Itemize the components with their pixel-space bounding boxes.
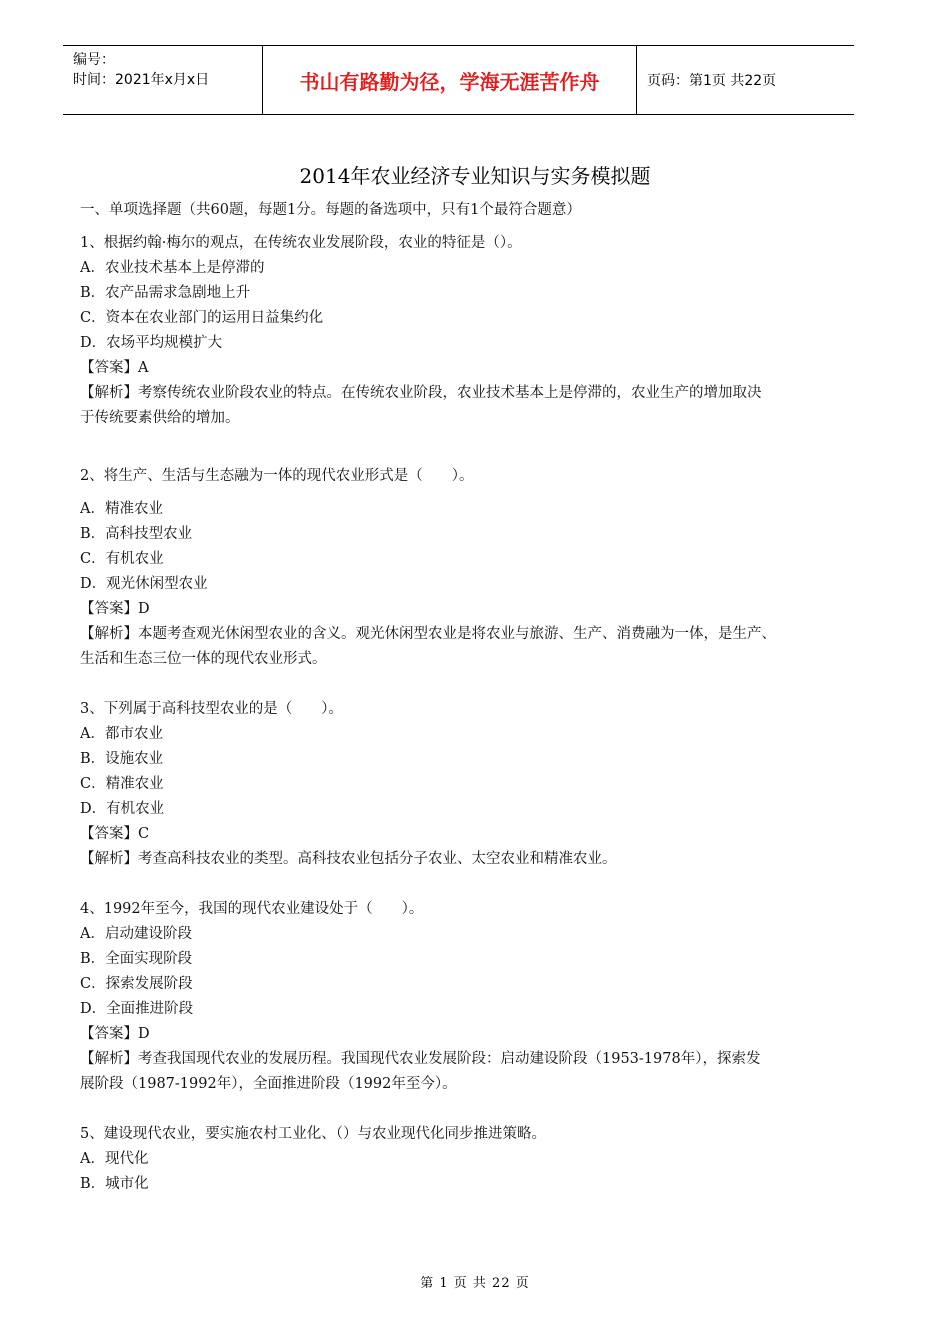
question-option: B．全面实现阶段 <box>80 951 193 967</box>
header-meta <box>63 46 263 114</box>
question-option: B．高科技型农业 <box>80 526 193 542</box>
question-option: D．农场平均规模扩大 <box>80 335 223 351</box>
question-option: A．农业技术基本上是停滞的 <box>80 260 265 276</box>
header-page-info: 页码：第1页 共22页 <box>647 73 777 89</box>
page-footer: 第 1 页 共 22 页 <box>420 1276 530 1291</box>
question-stem: 5、建设现代农业，要实施农村工业化、（）与农业现代化同步推进策略。 <box>80 1126 546 1142</box>
question-option: B．设施农业 <box>80 751 164 767</box>
question-option: B．农产品需求急剧地上升 <box>80 285 251 301</box>
question-block <box>80 897 850 1097</box>
question-stem: 4、1992年至今，我国的现代农业建设处于（ ）。 <box>80 901 424 917</box>
question-option: A．都市农业 <box>80 726 163 742</box>
question-analysis: 展阶段（1987-1992年），全面推进阶段（1992年至今）。 <box>80 1076 457 1092</box>
question-option: C．精准农业 <box>80 776 164 792</box>
question-analysis: 生活和生态三位一体的现代农业形式。 <box>80 651 327 667</box>
question-option: B．城市化 <box>80 1176 149 1192</box>
question-stem: 1、根据约翰·梅尔的观点，在传统农业发展阶段，农业的特征是（）。 <box>80 235 522 251</box>
question-answer: 【答案】C <box>80 826 150 842</box>
question-block <box>80 697 850 872</box>
document-time-label: 时间：2021年x月x日 <box>73 72 210 88</box>
question-block <box>80 1122 850 1197</box>
question-option: A．现代化 <box>80 1151 149 1167</box>
question-option: C．探索发展阶段 <box>80 976 193 992</box>
question-stem: 3、下列属于高科技型农业的是（ ）。 <box>80 701 343 717</box>
question-answer: 【答案】D <box>80 601 150 617</box>
question-block <box>80 464 850 672</box>
question-analysis: 【解析】本题考查观光休闲型农业的含义。观光休闲型农业是将农业与旅游、生产、消费融为一体，是生产、 <box>80 626 776 642</box>
question-block <box>80 231 850 431</box>
question-option: D．有机农业 <box>80 801 165 817</box>
header-motto: 书山有路勤为径，学海无涯苦作舟 <box>263 46 637 114</box>
question-stem: 2、将生产、生活与生态融为一体的现代农业形式是（ ）。 <box>80 468 474 484</box>
question-analysis: 【解析】考察传统农业阶段农业的特点。在传统农业阶段，农业技术基本上是停滞的，农业生产的增加取决 <box>80 385 762 401</box>
section-heading: 一、单项选择题（共60题，每题1分。每题的备选项中，只有1个最符合题意） <box>80 202 581 218</box>
question-analysis: 【解析】考查高科技农业的类型。高科技农业包括分子农业、太空农业和精准农业。 <box>80 851 617 867</box>
question-answer: 【答案】A <box>80 360 149 376</box>
question-option: A．启动建设阶段 <box>80 926 192 942</box>
question-option: C．有机农业 <box>80 551 164 567</box>
question-option: A．精准农业 <box>80 501 163 517</box>
document-number-label: 编号： <box>73 52 115 68</box>
question-analysis: 【解析】考查我国现代农业的发展历程。我国现代农业发展阶段：启动建设阶段（1953-1978年），探索发 <box>80 1051 761 1067</box>
question-option: C．资本在农业部门的运用日益集约化 <box>80 310 324 326</box>
document-body <box>80 198 850 1197</box>
document-title: 2014年农业经济专业知识与实务模拟题 <box>299 164 651 188</box>
question-option: D．全面推进阶段 <box>80 1001 194 1017</box>
page-header <box>63 45 854 115</box>
question-analysis: 于传统要素供给的增加。 <box>80 410 240 426</box>
question-answer: 【答案】D <box>80 1026 150 1042</box>
question-option: D．观光休闲型农业 <box>80 576 208 592</box>
